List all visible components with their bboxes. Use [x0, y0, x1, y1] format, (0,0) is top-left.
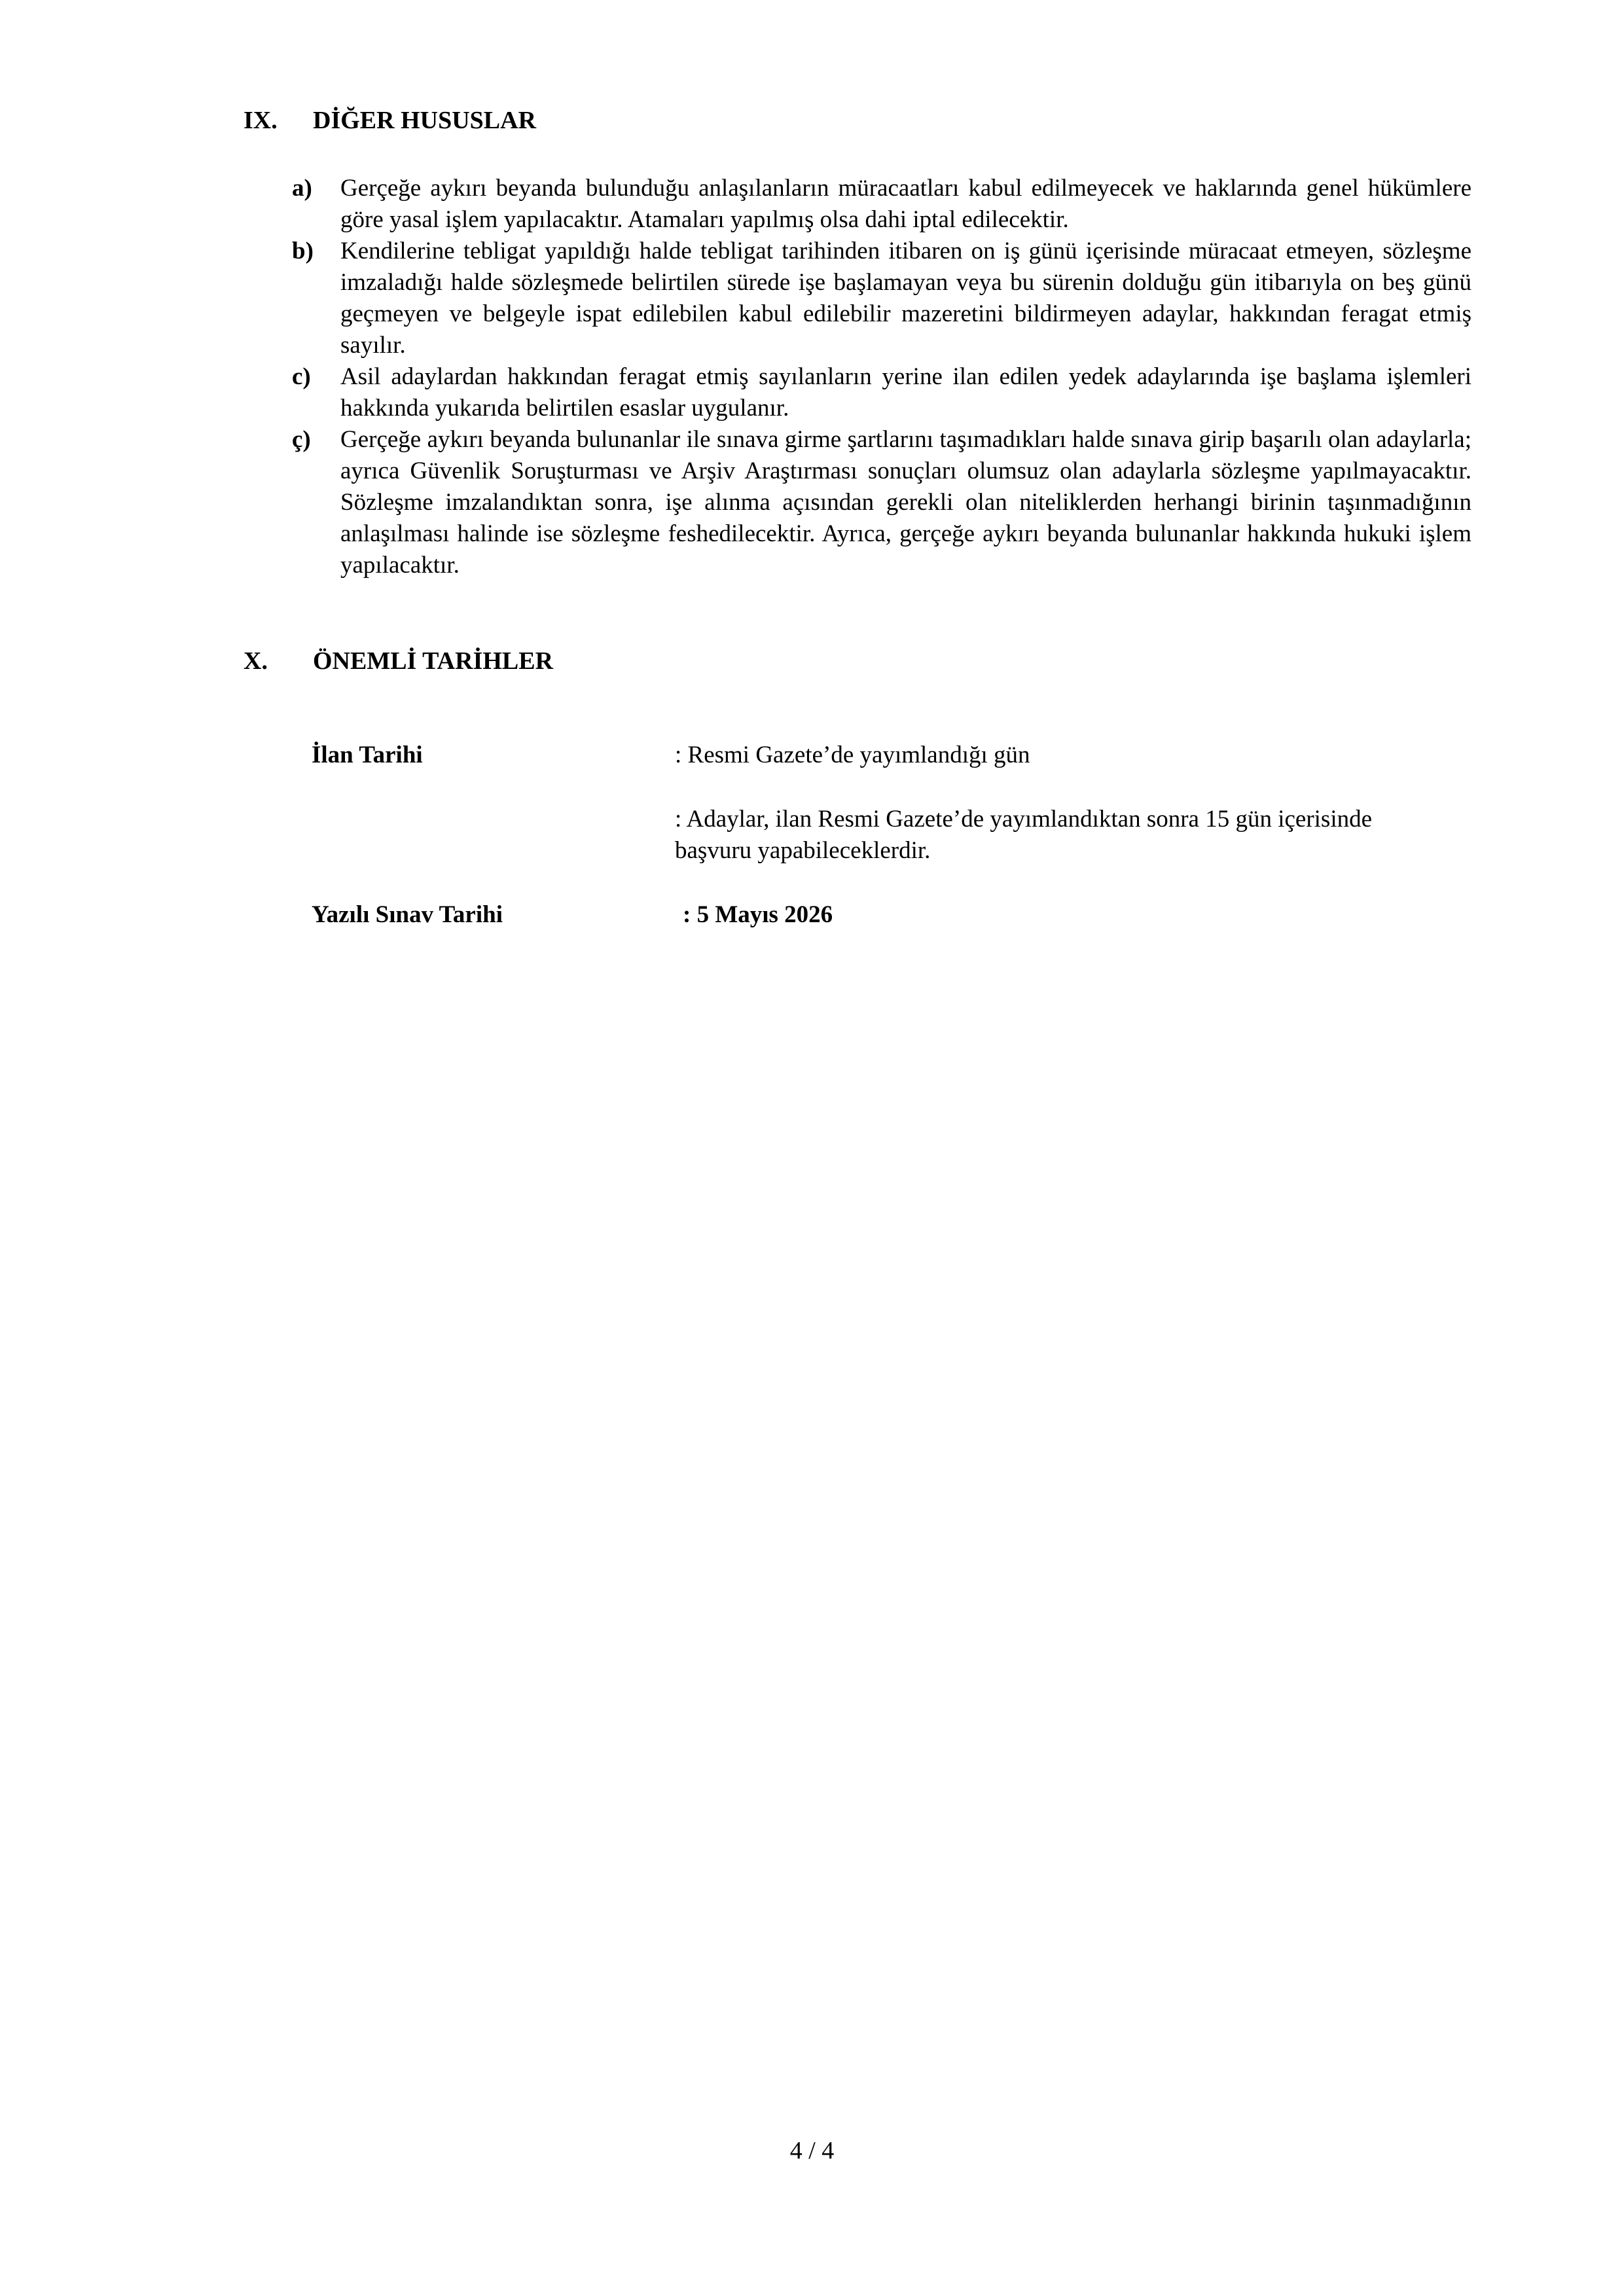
date-value: : Adaylar, ilan Resmi Gazete’de yayımlandıktan sonra 15 gün içerisinde başvuru yapabileceklerdir.	[675, 806, 1373, 864]
section-ix-title: DİĞER HUSUSLAR	[313, 107, 537, 134]
item-text: Gerçeğe aykırı beyanda bulunanlar ile sınava girme şartlarını taşımadıkları halde sınava girip başarılı olan adaylarla; ayrıca Güvenlik Soruşturması ve Arşiv Araştırması sonuçları olumsuz olan adaylarla sözleşme yapılmayacaktır. Sözleşme imzalandıktan sonra, işe alınma açısından gerekli olan niteliklerden herhangi birinin taşınmadığının anlaşılması halinde ise sözleşme feshedilecektir. Ayrıca, gerçeğe aykırı beyanda bulunanlar hakkında hukuki işlem yapılacaktır.	[340, 426, 1471, 579]
item-marker: c)	[292, 363, 311, 390]
date-row-application	[312, 804, 1424, 867]
section-x-title: ÖNEMLİ TARİHLER	[313, 647, 554, 675]
list-item-a	[292, 173, 1471, 236]
date-label	[312, 804, 675, 867]
item-text: Asil adaylardan hakkından feragat etmiş sayılanların yerine ilan edilen yedek adaylarında işe başlama işlemleri hakkında yukarıda belirtilen esaslar uygulanır.	[340, 363, 1471, 422]
item-marker: b)	[292, 238, 314, 264]
item-marker: a)	[292, 175, 312, 202]
section-ix-number: IX.	[244, 107, 278, 134]
page-number: 4 / 4	[789, 2137, 835, 2164]
section-x-number: X.	[244, 647, 268, 675]
date-label: Yazılı Sınav Tarihi	[312, 901, 503, 928]
item-text: Kendilerine tebligat yapıldığı halde tebligat tarihinden itibaren on iş günü içerisinde müracaat etmeyen, sözleşme imzaladığı halde sözleşmede belirtilen sürede işe başlamayan veya bu sürenin dolduğu gün itibarıyla on beş günü geçmeyen ve belgeyle ispat edilebilen kabul edilebilir mazeretini bildirmeyen adaylar, hakkından feragat etmiş sayılır.	[340, 238, 1471, 359]
section-x-heading	[244, 645, 553, 677]
date-value: : Resmi Gazete’de yayımlandığı gün	[675, 742, 1030, 768]
important-dates	[312, 740, 1424, 931]
date-row-ilan	[312, 740, 1424, 771]
item-marker: ç)	[292, 426, 311, 453]
item-text: Gerçeğe aykırı beyanda bulunduğu anlaşılanların müracaatları kabul edilmeyecek ve haklarında genel hükümlere göre yasal işlem yapılacaktır. Atamaları yapılmış olsa dahi iptal edilecektir.	[340, 175, 1471, 233]
list-item-b	[292, 236, 1471, 361]
list-item-c	[292, 361, 1471, 424]
date-label: İlan Tarihi	[312, 742, 423, 768]
section-ix-list	[292, 173, 1471, 581]
list-item-c-cedilla	[292, 424, 1471, 581]
date-value: : 5 Mayıs 2026	[683, 901, 833, 928]
section-ix-heading	[244, 105, 536, 136]
date-row-exam	[312, 899, 1424, 931]
